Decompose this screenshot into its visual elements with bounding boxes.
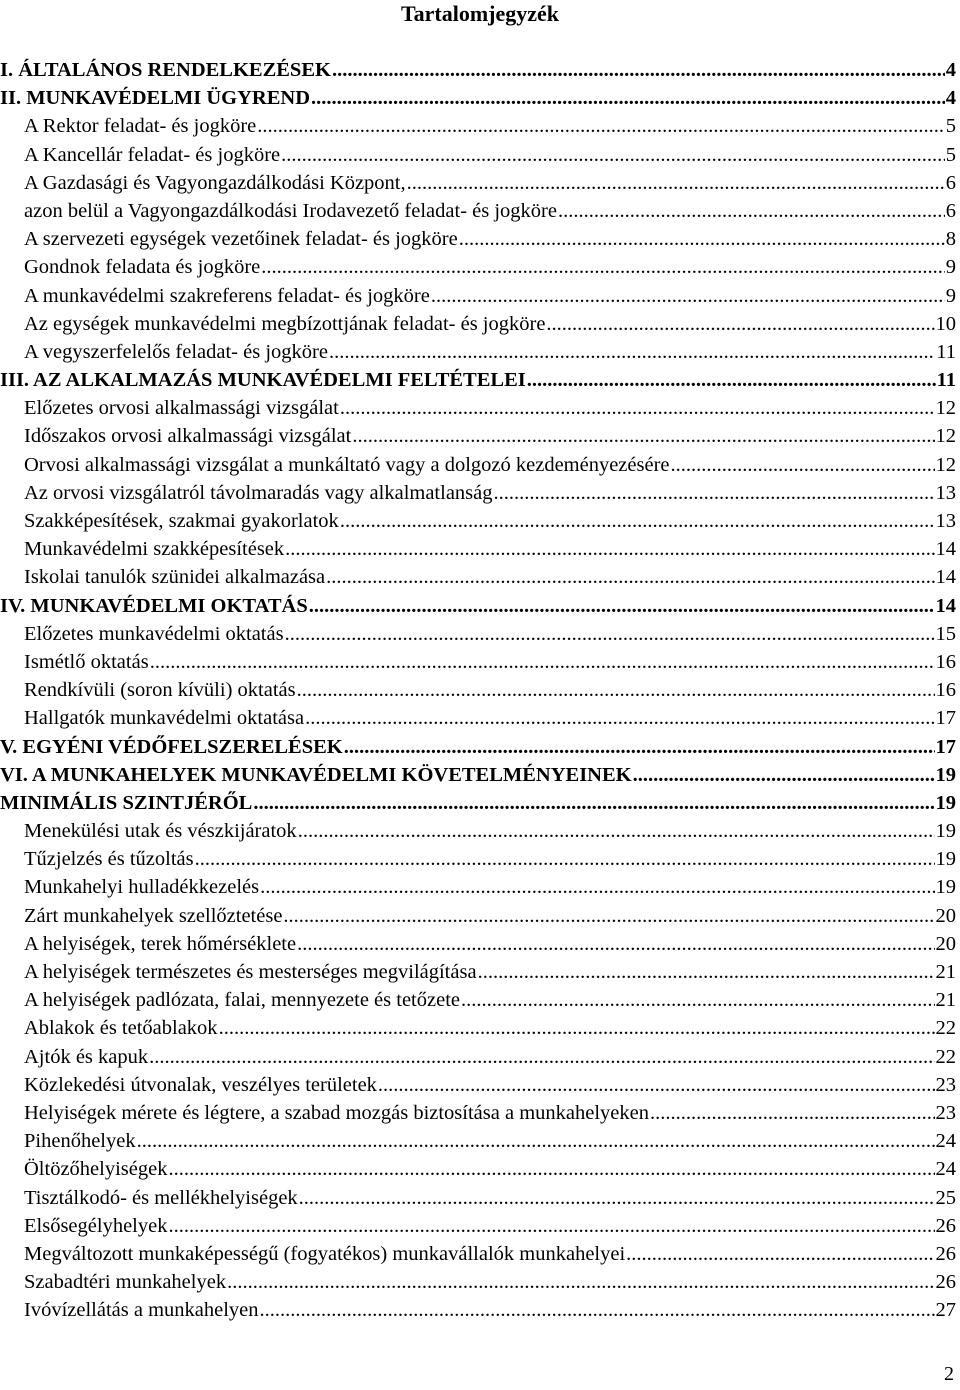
toc-entry-page: 12: [935, 425, 956, 448]
toc-entry-page: 25: [935, 1186, 956, 1209]
toc-entry[interactable]: [0, 1043, 956, 1071]
dot-leader: [461, 986, 935, 1014]
dot-leader: [340, 507, 935, 535]
dot-leader: [332, 56, 945, 84]
toc-entry-page: 14: [935, 594, 956, 617]
toc-entry-page: 15: [935, 622, 956, 645]
dot-leader: [150, 648, 935, 676]
dot-leader: [168, 1155, 934, 1183]
toc-entry-title: Előzetes munkavédelmi oktatás: [24, 622, 284, 645]
toc-entry[interactable]: [0, 253, 956, 281]
toc-entry-title: Pihenőhelyek: [24, 1130, 136, 1153]
toc-entry[interactable]: [0, 1155, 956, 1183]
toc-entry-page: 27: [935, 1299, 956, 1322]
toc-entry[interactable]: [0, 1296, 956, 1324]
toc-entry-title: Ivóvízellátás a munkahelyen: [24, 1299, 259, 1322]
toc-entry[interactable]: [0, 648, 956, 676]
toc-entry-title: II. MUNKAVÉDELMI ÜGYREND: [0, 87, 310, 110]
toc-entry-page: 21: [935, 989, 956, 1012]
toc-entry-title: azon belül a Vagyongazdálkodási Irodavezető feladat- és jogköre: [24, 199, 557, 222]
toc-entry-title: Az orvosi vizsgálatról távolmaradás vagy alkalmatlanság: [24, 481, 493, 504]
toc-entry-title: MINIMÁLIS SZINTJÉRŐL: [0, 791, 253, 814]
toc-entry-page: 17: [935, 735, 956, 758]
toc-entry[interactable]: [0, 225, 956, 253]
toc-entry-title: Tisztálkodó- és mellékhelyiségek: [24, 1186, 298, 1209]
toc-entry-page: 4: [945, 59, 956, 81]
toc-entry-page: 17: [935, 707, 956, 730]
toc-entry-page: 8: [945, 228, 956, 251]
toc-entry-page: 20: [935, 904, 956, 927]
dot-leader: [650, 1099, 935, 1127]
dot-leader: [195, 845, 935, 873]
toc-entry[interactable]: [0, 366, 956, 394]
page-title: Tartalomjegyzék: [400, 1, 560, 26]
toc-entry[interactable]: [0, 845, 956, 873]
toc-entry-title: Munkahelyi hulladékkezelés: [24, 876, 260, 899]
dot-leader: [285, 620, 935, 648]
toc-entry-title: Rendkívüli (soron kívüli) oktatás: [24, 679, 296, 702]
toc-entry-page: 5: [945, 115, 956, 138]
toc-entry[interactable]: [0, 1184, 956, 1212]
dot-leader: [149, 1043, 934, 1071]
toc-entry[interactable]: [0, 986, 956, 1014]
toc-entry-title: Iskolai tanulók szünidei alkalmazása: [24, 566, 326, 589]
dot-leader: [494, 479, 935, 507]
toc-entry[interactable]: [0, 676, 956, 704]
toc-entry[interactable]: [0, 310, 956, 338]
toc-entry-page: 9: [945, 256, 956, 279]
toc-entry-title: Közlekedési útvonalak, veszélyes területek: [24, 1073, 377, 1096]
toc-entry-title: VI. A MUNKAHELYEK MUNKAVÉDELMI KÖVETELMÉNYEINEK: [0, 763, 632, 786]
dot-leader: [309, 592, 935, 620]
toc-entry[interactable]: [0, 563, 956, 591]
toc-entry-title: Előzetes orvosi alkalmassági vizsgálat: [24, 397, 339, 420]
toc-entry-page: 19: [935, 763, 956, 786]
toc-entry-title: A Kancellár feladat- és jogköre: [24, 143, 281, 166]
dot-leader: [378, 1071, 935, 1099]
toc-entry[interactable]: [0, 1014, 956, 1042]
toc-entry-page: 24: [935, 1158, 956, 1181]
toc-entry-title: IV. MUNKAVÉDELMI OKTATÁS: [0, 594, 308, 617]
toc-entry-title: V. EGYÉNI VÉDŐFELSZERELÉSEK: [0, 735, 343, 758]
toc-entry-title: A helyiségek padlózata, falai, mennyezete és tetőzete: [24, 989, 460, 1012]
dot-leader: [546, 310, 934, 338]
toc-entry-page: 12: [935, 397, 956, 420]
dot-leader: [261, 253, 945, 281]
toc-entry-title: A helyiségek, terek hőmérséklete: [24, 932, 297, 955]
toc-entry[interactable]: [0, 733, 956, 761]
toc-entry[interactable]: [0, 817, 956, 845]
toc-entry[interactable]: [0, 141, 956, 169]
toc-entry[interactable]: [0, 451, 956, 479]
toc-entry-page: 14: [935, 566, 956, 589]
toc-entry[interactable]: [0, 789, 956, 817]
toc-entry-page: 5: [945, 143, 956, 166]
toc-entry[interactable]: [0, 338, 956, 366]
toc-entry-title: Elsősegélyhelyek: [24, 1214, 168, 1237]
toc-entry-page: 19: [935, 876, 956, 899]
dot-leader: [260, 873, 934, 901]
toc-entry[interactable]: [0, 873, 956, 901]
toc-entry[interactable]: [0, 535, 956, 563]
toc-entry[interactable]: [0, 930, 956, 958]
toc-entry-page: 23: [935, 1073, 956, 1096]
toc-entry[interactable]: [0, 169, 956, 197]
toc-entry-title: A szervezeti egységek vezetőinek feladat- és jogköre: [24, 228, 458, 251]
toc-entry-title: Ablakok és tetőablakok: [24, 1017, 218, 1040]
toc-entry-page: 19: [935, 848, 956, 871]
toc-entry-page: 22: [935, 1045, 956, 1068]
toc-entry-page: 12: [935, 453, 956, 476]
toc-entry[interactable]: [0, 1099, 956, 1127]
dot-leader: [297, 930, 934, 958]
toc-entry-title: Ismétlő oktatás: [24, 650, 149, 673]
toc-entry-page: 14: [935, 538, 956, 561]
dot-leader: [137, 1127, 935, 1155]
toc-entry[interactable]: [0, 1071, 956, 1099]
toc-entry-page: 19: [935, 820, 956, 843]
toc-entry-title: Zárt munkahelyek szellőztetése: [24, 904, 283, 927]
toc-entry-page: 16: [935, 679, 956, 702]
toc-entry-title: A Rektor feladat- és jogköre: [24, 115, 257, 138]
dot-leader: [260, 1296, 935, 1324]
toc-entry[interactable]: [0, 282, 956, 310]
dot-leader: [459, 225, 945, 253]
toc-entry-page: 24: [935, 1130, 956, 1153]
dot-leader: [168, 1212, 934, 1240]
toc-entry[interactable]: [0, 620, 956, 648]
toc-entry-title: A Gazdasági és Vagyongazdálkodási Központ,: [24, 171, 406, 194]
dot-leader: [227, 1268, 934, 1296]
toc-entry[interactable]: [0, 592, 956, 620]
toc-entry-title: Orvosi alkalmassági vizsgálat a munkáltató vagy a dolgozó kezdeményezésére: [24, 453, 670, 476]
toc-entry[interactable]: [0, 479, 956, 507]
dot-leader: [311, 84, 945, 112]
dot-leader: [633, 761, 935, 789]
toc-entry[interactable]: [0, 704, 956, 732]
toc-entry-page: 11: [936, 340, 956, 363]
toc-entry-title: Helyiségek mérete és légtere, a szabad mozgás biztosítása a munkahelyeken: [24, 1101, 649, 1124]
toc-entry-page: 26: [935, 1242, 956, 1265]
toc-entry-title: Ajtók és kapuk: [24, 1045, 149, 1068]
dot-leader: [352, 422, 934, 450]
toc-entry[interactable]: [0, 197, 956, 225]
toc-entry-title: A helyiségek természetes és mesterséges megvilágítása: [24, 961, 477, 983]
toc-entry-page: 4: [945, 87, 956, 110]
dot-leader: [431, 282, 945, 310]
dot-leader: [281, 141, 945, 169]
toc-entry[interactable]: [0, 1212, 956, 1240]
dot-leader: [344, 733, 935, 761]
toc-entry[interactable]: [0, 761, 956, 789]
dot-leader: [478, 958, 935, 986]
toc-entry-page: 20: [935, 932, 956, 955]
toc-entry[interactable]: [0, 56, 956, 84]
dot-leader: [253, 789, 934, 817]
toc-entry-title: Hallgatók munkavédelmi oktatása: [24, 707, 305, 730]
dot-leader: [340, 394, 935, 422]
toc-entry-title: Szakképesítések, szakmai gyakorlatok: [24, 510, 339, 532]
dot-leader: [671, 451, 935, 479]
toc-entry-page: 10: [935, 312, 956, 335]
dot-leader: [285, 535, 934, 563]
toc-entry[interactable]: [0, 1268, 956, 1296]
dot-leader: [219, 1014, 935, 1042]
toc-entry-title: Menekülési utak és vészkijáratok: [24, 820, 297, 843]
toc-entry-page: 21: [935, 961, 956, 983]
toc-entry-page: 23: [935, 1101, 956, 1124]
toc-entry-title: A munkavédelmi szakreferens feladat- és jogköre: [24, 284, 430, 307]
toc-entry[interactable]: [0, 422, 956, 450]
toc-entry-page: 6: [945, 171, 956, 194]
toc-entry-title: III. AZ ALKALMAZÁS MUNKAVÉDELMI FELTÉTELEI: [0, 369, 526, 392]
dot-leader: [299, 1184, 935, 1212]
toc-entry[interactable]: [0, 902, 956, 930]
dot-leader: [626, 1240, 934, 1268]
dot-leader: [298, 817, 935, 845]
toc-entry[interactable]: [0, 112, 956, 140]
toc-entry[interactable]: [0, 507, 956, 535]
toc-entry-title: Megváltozott munkaképességű (fogyatékos) munkavállalók munkahelyei: [24, 1242, 626, 1265]
dot-leader: [329, 338, 935, 366]
toc-entry-title: Időszakos orvosi alkalmassági vizsgálat: [24, 425, 352, 448]
toc-entry-page: 26: [935, 1214, 956, 1237]
toc-entry[interactable]: [0, 958, 956, 986]
toc-entry-title: A vegyszerfelelős feladat- és jogköre: [24, 340, 328, 363]
toc-entry-title: Szabadtéri munkahelyek: [24, 1271, 227, 1294]
dot-leader: [297, 676, 935, 704]
toc-entry-title: Öltözőhelyiségek: [24, 1158, 168, 1181]
toc-entry-page: 13: [935, 481, 956, 504]
toc-entry-title: Munkavédelmi szakképesítések: [24, 538, 285, 561]
toc-entry-page: 22: [935, 1017, 956, 1040]
dot-leader: [558, 197, 945, 225]
toc-entry[interactable]: [0, 1240, 956, 1268]
toc-entry-page: 6: [945, 199, 956, 222]
table-of-contents: [0, 56, 956, 1324]
toc-entry[interactable]: [0, 394, 956, 422]
toc-entry-page: 16: [935, 650, 956, 673]
toc-entry-page: 19: [935, 791, 956, 814]
toc-entry[interactable]: [0, 1127, 956, 1155]
dot-leader: [257, 112, 944, 140]
toc-entry-page: 13: [935, 510, 956, 532]
dot-leader: [283, 902, 934, 930]
toc-entry[interactable]: [0, 84, 956, 112]
dot-leader: [305, 704, 934, 732]
toc-entry-page: 26: [935, 1271, 956, 1294]
dot-leader: [326, 563, 934, 591]
toc-entry-title: Az egységek munkavédelmi megbízottjának feladat- és jogköre: [24, 312, 546, 335]
toc-entry-title: Tűzjelzés és tűzoltás: [24, 848, 194, 871]
toc-entry-page: 9: [945, 284, 956, 307]
toc-entry-page: 11: [936, 369, 956, 392]
toc-entry-title: Gondnok feladata és jogköre: [24, 256, 261, 279]
page-number: 2: [944, 1363, 954, 1385]
dot-leader: [407, 169, 945, 197]
toc-entry-title: I. ÁLTALÁNOS RENDELKEZÉSEK: [0, 59, 331, 81]
dot-leader: [527, 366, 936, 394]
